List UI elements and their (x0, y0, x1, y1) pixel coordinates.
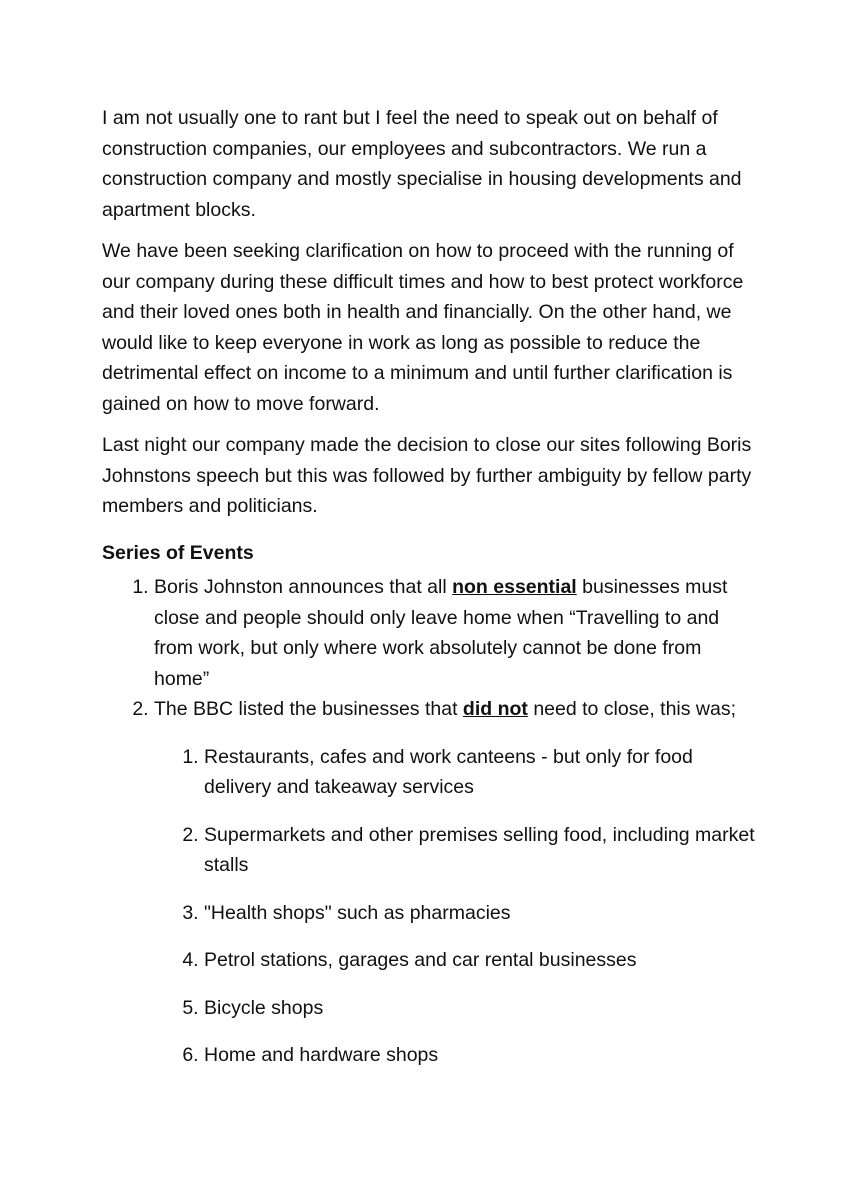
event-item-2 (154, 694, 762, 1071)
business-item: 3. "Health shops" such as pharmacies (204, 898, 762, 929)
event-item-1-text-before: Boris Johnston announces that all (154, 576, 453, 598)
business-item: 6. Home and hardware shops (204, 1040, 762, 1071)
business-item: 4. Petrol stations, garages and car rental businesses (204, 945, 762, 976)
event-item-2-text-before: The BBC listed the businesses that (154, 698, 463, 720)
event-item-1-text-after: businesses must close and people should only leave home when “Travelling to and from work, but only where work absolutely cannot be done from home” (154, 576, 728, 690)
business-item: 5. Bicycle shops (204, 993, 762, 1024)
event-item-2-emphasis: did not (462, 698, 528, 720)
event-item-1-emphasis: non essential (452, 576, 577, 598)
businesses-list (154, 742, 762, 1071)
paragraph-intro: I am not usually one to rant but I feel the need to speak out on behalf of construction companies, our employees and subcontractors. We run a construction company and mostly specialise in housing developments and apartment blocks. (102, 107, 742, 221)
business-item: 1. Restaurants, cafes and work canteens - but only for food delivery and takeaway services (204, 742, 762, 803)
event-item-2-text-after: need to close, this was; (527, 698, 737, 720)
paragraph-last-night: Last night our company made the decision to close our sites following Boris Johnstons speech but this was followed by further ambiguity by fellow party members and politicians. (102, 434, 752, 517)
document-body (102, 103, 762, 1088)
events-list (102, 572, 762, 1071)
event-item-1 (154, 572, 762, 694)
business-item: 2. Supermarkets and other premises selling food, including market stalls (204, 820, 762, 881)
section-heading: Series of Events (102, 541, 254, 564)
paragraph-clarification: We have been seeking clarification on how to proceed with the running of our company during these difficult times and how to best protect workforce and their loved ones both in health and financially. On the other hand, we would like to keep everyone in work as long as possible to reduce the detrimental effect on income to a minimum and until further clarification is gained on how to move forward. (102, 240, 744, 415)
